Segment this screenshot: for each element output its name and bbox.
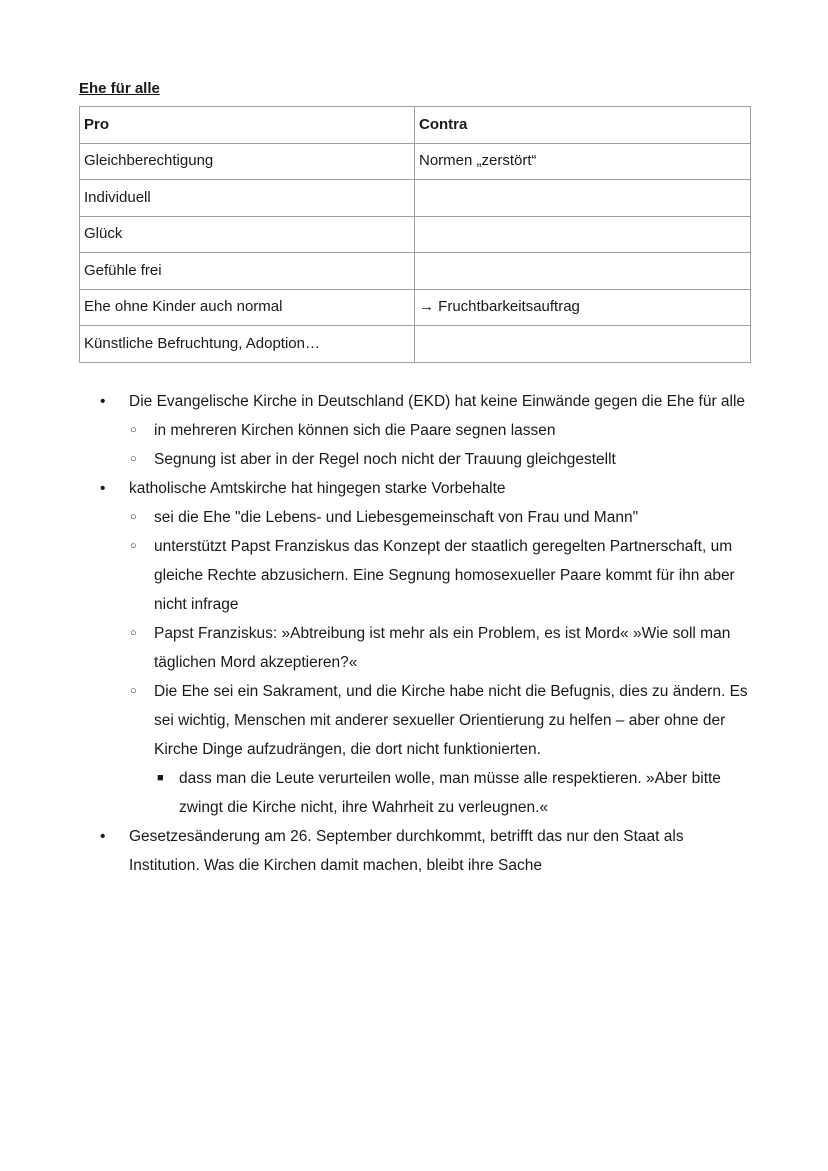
bullet-circle-icon: ○ — [130, 539, 137, 552]
sub-list-item — [79, 416, 751, 445]
bullet-circle-icon: ○ — [130, 626, 137, 639]
bullet-list — [79, 387, 751, 880]
sub-list-item-text: in mehreren Kirchen können sich die Paare segnen lassen — [154, 421, 556, 439]
list-item — [79, 387, 751, 474]
sub-list-item — [79, 677, 751, 822]
sub-sub-list-item-text: dass man die Leute verurteilen wolle, man müsse alle respektieren. »Aber bitte zwingt die Kirche nicht, ihre Wahrheit zu verleugnen.« — [179, 769, 721, 816]
table-row — [80, 216, 751, 253]
table-row — [80, 326, 751, 363]
table-row — [80, 143, 751, 180]
table-header-row — [80, 107, 751, 144]
sub-sub-list-item — [79, 764, 751, 822]
contra-cell — [415, 180, 751, 217]
sub-list-item — [79, 532, 751, 619]
bullet-circle-icon: ○ — [130, 423, 137, 436]
header-pro: Pro — [80, 107, 415, 144]
header-contra: Contra — [415, 107, 751, 144]
bullet-circle-icon: ○ — [130, 510, 137, 523]
sub-list — [129, 503, 751, 822]
sub-sub-list — [154, 764, 751, 822]
document-page — [79, 78, 751, 880]
sub-list-item — [79, 445, 751, 474]
sub-list-item-text: sei die Ehe "die Lebens- und Liebesgemeinschaft von Frau und Mann" — [154, 508, 639, 526]
contra-cell: Normen „zerstört“ — [415, 143, 751, 180]
bullet-circle-icon: ○ — [130, 452, 137, 465]
contra-cell — [415, 253, 751, 290]
bullet-dot-icon: • — [100, 827, 106, 845]
page-title: Ehe für alle — [79, 80, 160, 97]
bullet-dot-icon: • — [100, 479, 106, 497]
pro-cell: Gefühle frei — [80, 253, 415, 290]
pro-cell: Glück — [80, 216, 415, 253]
list-item — [79, 474, 751, 822]
table-row — [80, 180, 751, 217]
bullet-dot-icon: • — [100, 392, 106, 410]
pro-contra-table — [79, 106, 751, 363]
list-item-text: Die Evangelische Kirche in Deutschland (EKD) hat keine Einwände gegen die Ehe für alle — [129, 392, 746, 410]
bullet-circle-icon: ○ — [130, 684, 137, 697]
sub-list-item-text: Segnung ist aber in der Regel noch nicht der Trauung gleichgestellt — [154, 450, 616, 468]
sub-list — [129, 416, 751, 474]
pro-cell: Ehe ohne Kinder auch normal — [80, 289, 415, 326]
sub-list-item-text: unterstützt Papst Franziskus das Konzept der staatlich geregelten Partnerschaft, um gleiche Rechte abzusichern. Eine Segnung homosexueller Paare kommt für ihn aber nicht infrage — [154, 537, 735, 613]
list-item-text: katholische Amtskirche hat hingegen starke Vorbehalte — [129, 479, 506, 497]
contra-cell — [415, 216, 751, 253]
contra-cell: → Fruchtbarkeitsauftrag — [415, 289, 751, 326]
pro-cell: Künstliche Befruchtung, Adoption… — [80, 326, 415, 363]
sub-list-item-text: Papst Franziskus: »Abtreibung ist mehr als ein Problem, es ist Mord« »Wie soll man täglichen Mord akzeptieren?« — [154, 624, 731, 671]
list-item-text: Gesetzesänderung am 26. September durchkommt, betrifft das nur den Staat als Institution. Was die Kirchen damit machen, bleibt ihre Sache — [129, 827, 684, 874]
contra-cell — [415, 326, 751, 363]
sub-list-item-text: Die Ehe sei ein Sakrament, und die Kirche habe nicht die Befugnis, dies zu ändern. Es sei wichtig, Menschen mit anderer sexueller Orientierung zu helfen – aber ohne der Kirche Dinge aufzudrängen, die dort nicht funktionierten. — [154, 682, 748, 758]
sub-list-item — [79, 503, 751, 532]
bullet-square-icon: ■ — [157, 771, 164, 784]
pro-cell: Individuell — [80, 180, 415, 217]
pro-cell: Gleichberechtigung — [80, 143, 415, 180]
table-row — [80, 289, 751, 326]
list-item — [79, 822, 751, 880]
sub-list-item — [79, 619, 751, 677]
table-row — [80, 253, 751, 290]
